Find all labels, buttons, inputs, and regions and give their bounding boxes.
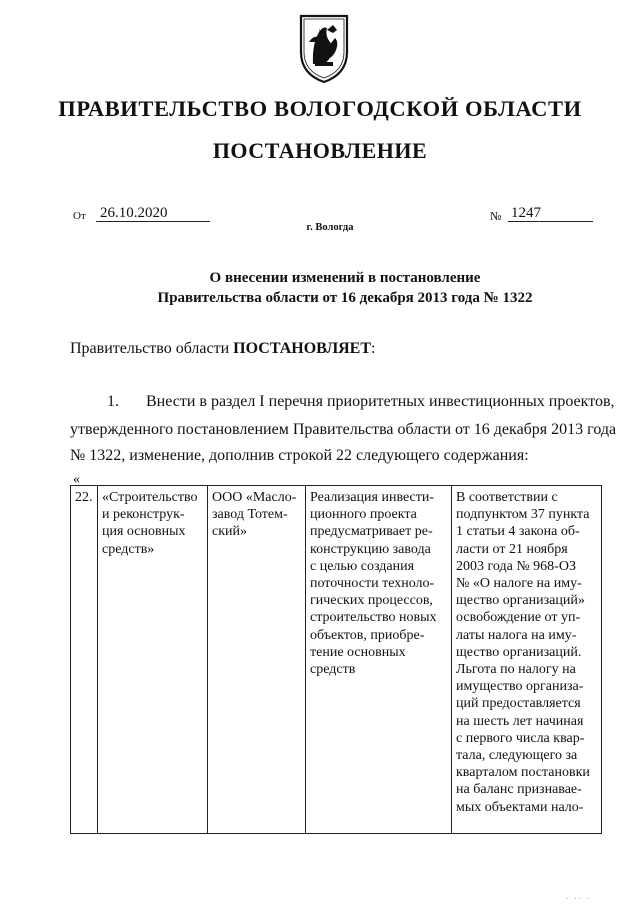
cell-text-line: подпунктом 37 пункта: [456, 507, 590, 523]
row-number-cell: 22.: [71, 486, 98, 834]
cell-text-line: поточности техноло-: [310, 576, 435, 592]
cell-text-line: 1 статьи 4 закона об-: [456, 524, 580, 540]
cell-text-line: средств»: [102, 541, 155, 557]
cell-text-line: конструкцию завода: [310, 541, 431, 557]
cell-text-line: Реализация инвести-: [310, 490, 435, 505]
cell-text-line: средств: [310, 662, 356, 678]
page-mark: · ·· ·: [566, 895, 591, 903]
cell-text-line: имущество организа-: [456, 679, 584, 695]
cell-text-line: ласти от 21 ноября: [456, 541, 568, 557]
document-date: 26.10.2020: [96, 205, 210, 222]
description-cell: [306, 486, 452, 834]
subject-line-1: О внесении изменений в постановление: [209, 270, 481, 286]
cell-text-line: щество организаций»: [456, 593, 585, 609]
cell-text-line: освобождение от уп-: [456, 610, 581, 626]
government-title: ПРАВИТЕЛЬСТВО ВОЛОГОДСКОЙ ОБЛАСТИ: [58, 96, 582, 121]
document-type: ПОСТАНОВЛЕНИЕ: [212, 138, 428, 163]
cell-text-line: на баланс признавае-: [456, 782, 582, 798]
cell-text-line: Льгота по налогу на: [456, 662, 576, 678]
cell-text-line: тение основных: [310, 644, 406, 660]
cell-text-line: латы налога на иму-: [456, 627, 577, 643]
item-text-line-2: утвержденного постановлением Правительства области от 16 декабря 2013 года: [70, 421, 617, 438]
project-name-cell: [98, 486, 208, 834]
number-prefix: №: [490, 209, 502, 223]
cell-text-line: гических процессов,: [310, 593, 433, 609]
cell-text-line: ский»: [212, 524, 247, 540]
cell-text-line: ционного проекта: [310, 507, 417, 523]
investment-projects-table: [70, 485, 602, 834]
cell-text-line: кварталом постановки: [456, 765, 590, 781]
decree-statement: [70, 340, 375, 358]
support-measures-cell: [452, 486, 602, 834]
document-number: 1247: [508, 205, 593, 222]
subject-line-2: Правительства области от 16 декабря 2013 года № 1322: [157, 290, 533, 306]
decree-word: ПОСТАНОВЛЯЕТ: [233, 340, 372, 357]
cell-text-line: 2003 года № 968-ОЗ: [456, 558, 576, 574]
cell-text-line: «Строительство: [102, 490, 198, 505]
decree-suffix: :: [371, 340, 376, 357]
cell-text-line: на шесть лет начиная: [456, 713, 584, 729]
cell-text-line: и реконструк-: [102, 507, 185, 523]
cell-text-line: тала, следующего за: [456, 748, 578, 764]
item-text-line-1: Внести в раздел I перечня приоритетных инвестиционных проектов,: [146, 393, 615, 410]
cell-text-line: ция основных: [102, 524, 186, 540]
decree-prefix: Правительство области: [70, 340, 234, 357]
cell-text-line: В соответствии с: [456, 490, 558, 505]
cell-text-line: № «О налоге на иму-: [456, 576, 582, 592]
cell-text-line: строительство новых: [310, 610, 437, 626]
coat-of-arms-icon: [297, 12, 351, 84]
cell-text-line: завод Тотем-: [212, 507, 288, 523]
organization-cell: [208, 486, 306, 834]
city-label: г. Вологда: [306, 222, 354, 233]
cell-text-line: щество организаций.: [456, 644, 582, 660]
item-text-line-3: № 1322, изменение, дополнив строкой 22 следующего содержания:: [70, 447, 529, 464]
cell-text-line: ООО «Масло-: [212, 490, 297, 505]
cell-text-line: объектов, приобре-: [310, 627, 425, 643]
cell-text-line: мых объектами нало-: [456, 799, 584, 815]
table-row: [71, 486, 602, 834]
cell-text-line: с первого числа квар-: [456, 730, 585, 746]
item-number: 1.: [107, 393, 119, 410]
opening-quote: «: [73, 472, 80, 487]
cell-text-line: предусматривает ре-: [310, 524, 433, 540]
cell-text-line: ций предоставляется: [456, 696, 581, 712]
cell-text-line: с целью создания: [310, 558, 415, 574]
date-prefix: От: [73, 210, 86, 222]
